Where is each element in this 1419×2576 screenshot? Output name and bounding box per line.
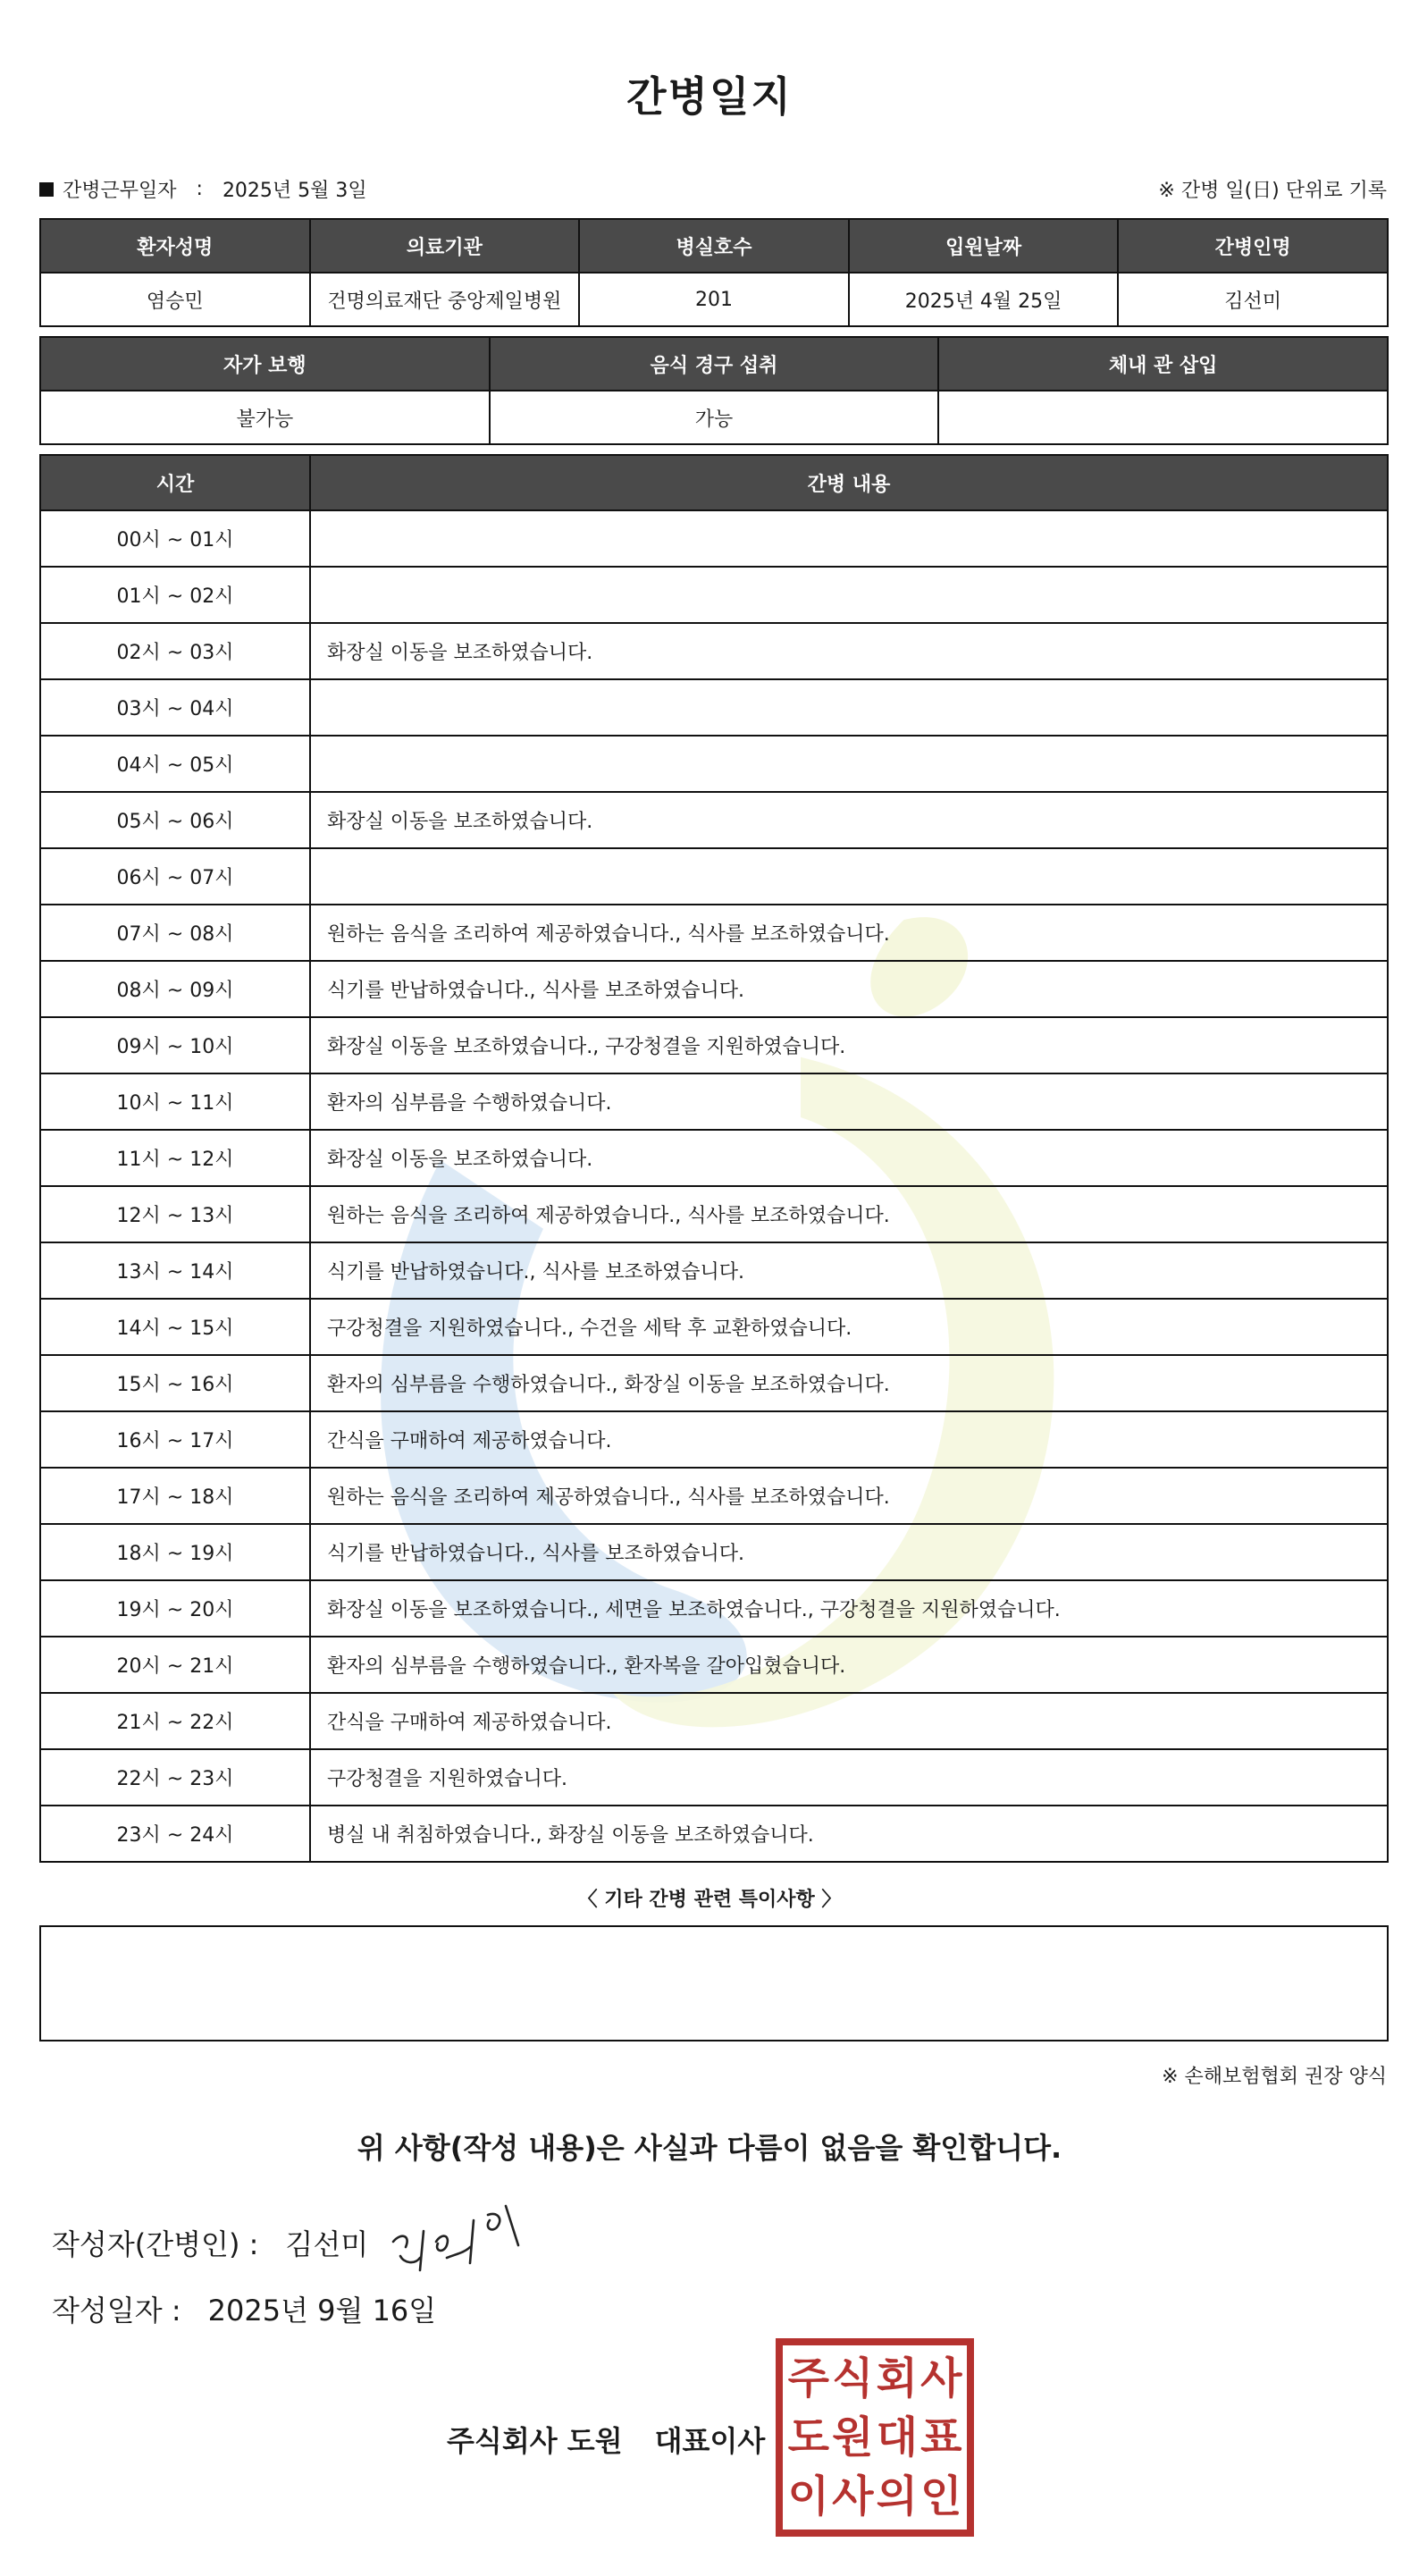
content-cell: 환자의 심부름을 수행하였습니다., 화장실 이동을 보조하였습니다. [310,1355,1388,1411]
table-row [40,510,1388,567]
header-admission-date: 입원날짜 [849,219,1119,273]
work-date-line [39,175,367,203]
document-title: 간병일지 [626,72,793,121]
patient-info-header-row [40,219,1388,273]
seal-char: 표 [920,2412,962,2462]
content-cell: 간식을 구매하여 제공하였습니다. [310,1411,1388,1468]
value-oral-intake: 가능 [490,391,939,444]
time-cell: 13시 ~ 14시 [40,1242,310,1299]
header-room: 병실호수 [579,219,849,273]
table-row [40,623,1388,679]
value-self-walking: 불가능 [40,391,490,444]
content-cell: 원하는 음식을 조리하여 제공하였습니다., 식사를 보조하였습니다. [310,905,1388,961]
header-hospital: 의료기관 [310,219,580,273]
header-care-content: 간병 내용 [310,455,1388,510]
content-cell: 병실 내 취침하였습니다., 화장실 이동을 보조하였습니다. [310,1806,1388,1862]
table-row [40,1468,1388,1524]
seal-char: 이 [787,2471,829,2521]
writer-label: 작성자(간병인) : [52,2227,259,2261]
seal-char: 사 [920,2353,962,2403]
content-cell: 원하는 음식을 조리하여 제공하였습니다., 식사를 보조하였습니다. [310,1186,1388,1242]
table-row [40,905,1388,961]
patient-info-value-row [40,273,1388,326]
writer-line [52,2222,368,2263]
content-cell: 화장실 이동을 보조하였습니다., 구강청결을 지원하였습니다. [310,1017,1388,1073]
time-cell: 17시 ~ 18시 [40,1468,310,1524]
seal-char: 원 [832,2412,874,2462]
content-cell: 식기를 반납하였습니다., 식사를 보조하였습니다. [310,1242,1388,1299]
seal-char: 식 [832,2353,874,2403]
table-row [40,1355,1388,1411]
time-cell: 11시 ~ 12시 [40,1130,310,1186]
patient-status-table [39,336,1389,445]
time-cell: 21시 ~ 22시 [40,1693,310,1749]
table-row [40,1073,1388,1130]
content-cell: 간식을 구매하여 제공하였습니다. [310,1693,1388,1749]
content-cell [310,848,1388,905]
form-source-note: ※ 손해보험협회 권장 양식 [1162,2066,1387,2088]
content-cell: 화장실 이동을 보조하였습니다. [310,1130,1388,1186]
patient-status-header-row [40,337,1388,391]
table-row [40,1186,1388,1242]
content-cell: 화장실 이동을 보조하였습니다., 세면을 보조하였습니다., 구강청결을 지원하였습니다. [310,1580,1388,1637]
work-date-colon: : [196,178,203,200]
writer-name: 김선미 [285,2227,369,2261]
header-time: 시간 [40,455,310,510]
content-cell: 구강청결을 지원하였습니다. [310,1749,1388,1806]
time-cell: 05시 ~ 06시 [40,792,310,848]
seal-characters [776,2338,974,2537]
table-row [40,961,1388,1017]
table-row [40,1693,1388,1749]
care-log-table [39,454,1389,1863]
table-row [40,679,1388,736]
table-row [40,1806,1388,1862]
special-notes-title: 〈 기타 간병 관련 특이사항 〉 [577,1889,842,1911]
seal-char: 주 [787,2353,829,2403]
time-cell: 22시 ~ 23시 [40,1749,310,1806]
table-row [40,1749,1388,1806]
content-cell: 식기를 반납하였습니다., 식사를 보조하였습니다. [310,1524,1388,1580]
seal-char: 회 [876,2353,918,2403]
table-row [40,1411,1388,1468]
value-admission-date: 2025년 4월 25일 [849,273,1119,326]
time-cell: 16시 ~ 17시 [40,1411,310,1468]
table-row [40,567,1388,623]
time-cell: 10시 ~ 11시 [40,1073,310,1130]
content-cell: 원하는 음식을 조리하여 제공하였습니다., 식사를 보조하였습니다. [310,1468,1388,1524]
seal-char: 의 [876,2471,918,2521]
content-cell: 구강청결을 지원하였습니다., 수건을 세탁 후 교환하였습니다. [310,1299,1388,1355]
header-self-walking: 자가 보행 [40,337,490,391]
content-cell: 식기를 반납하였습니다., 식사를 보조하였습니다. [310,961,1388,1017]
writing-date-value: 2025년 9월 16일 [207,2294,437,2328]
time-cell: 15시 ~ 16시 [40,1355,310,1411]
seal-grid [786,2349,963,2526]
header-patient-name: 환자성명 [40,219,310,273]
value-tube-insertion [938,391,1388,444]
work-date-value: 2025년 5월 3일 [222,180,367,202]
table-row [40,1130,1388,1186]
unit-note: ※ 간병 일(日) 단위로 기록 [1158,180,1387,202]
time-cell: 20시 ~ 21시 [40,1637,310,1693]
work-date-label: 간병근무일자 [63,180,177,202]
seal-char: 사 [832,2471,874,2521]
table-row [40,1299,1388,1355]
time-cell: 03시 ~ 04시 [40,679,310,736]
content-cell: 화장실 이동을 보조하였습니다. [310,623,1388,679]
table-row [40,792,1388,848]
ceo-title: 대표이사 [654,2424,766,2458]
confirmation-statement: 위 사항(작성 내용)은 사실과 다름이 없음을 확인합니다. [357,2131,1062,2165]
special-notes-box [39,1925,1389,2041]
table-row [40,1017,1388,1073]
content-cell: 환자의 심부름을 수행하였습니다., 환자복을 갈아입혔습니다. [310,1637,1388,1693]
care-log-header-row [40,455,1388,510]
time-cell: 02시 ~ 03시 [40,623,310,679]
content-cell: 화장실 이동을 보조하였습니다. [310,792,1388,848]
table-row [40,1637,1388,1693]
table-row [40,1580,1388,1637]
time-cell: 08시 ~ 09시 [40,961,310,1017]
time-cell: 19시 ~ 20시 [40,1580,310,1637]
value-hospital: 건명의료재단 중앙제일병원 [310,273,580,326]
time-cell: 00시 ~ 01시 [40,510,310,567]
content-cell: 환자의 심부름을 수행하였습니다. [310,1073,1388,1130]
time-cell: 12시 ~ 13시 [40,1186,310,1242]
table-row [40,1524,1388,1580]
table-row [40,736,1388,792]
table-row [40,1242,1388,1299]
patient-status-value-row [40,391,1388,444]
header-oral-intake: 음식 경구 섭취 [490,337,939,391]
company-line [447,2419,765,2460]
time-cell: 14시 ~ 15시 [40,1299,310,1355]
value-patient-name: 염승민 [40,273,310,326]
time-cell: 07시 ~ 08시 [40,905,310,961]
time-cell: 06시 ~ 07시 [40,848,310,905]
table-row [40,848,1388,905]
patient-info-table [39,218,1389,327]
value-caregiver: 김선미 [1118,273,1388,326]
content-cell [310,679,1388,736]
content-cell [310,736,1388,792]
seal-char: 대 [876,2412,918,2462]
writing-date-line [52,2288,436,2329]
header-tube-insertion: 체내 관 삽입 [938,337,1388,391]
writing-date-label: 작성일자 : [52,2294,181,2328]
seal-char: 도 [787,2412,829,2462]
time-cell: 18시 ~ 19시 [40,1524,310,1580]
square-bullet-icon [39,182,54,197]
time-cell: 01시 ~ 02시 [40,567,310,623]
time-cell: 04시 ~ 05시 [40,736,310,792]
value-room: 201 [579,273,849,326]
handwritten-signature [384,2188,554,2286]
company-name: 주식회사 도원 [447,2424,623,2458]
time-cell: 23시 ~ 24시 [40,1806,310,1862]
time-cell: 09시 ~ 10시 [40,1017,310,1073]
content-cell [310,567,1388,623]
content-cell [310,510,1388,567]
header-caregiver: 간병인명 [1118,219,1388,273]
seal-char: 인 [920,2471,962,2521]
